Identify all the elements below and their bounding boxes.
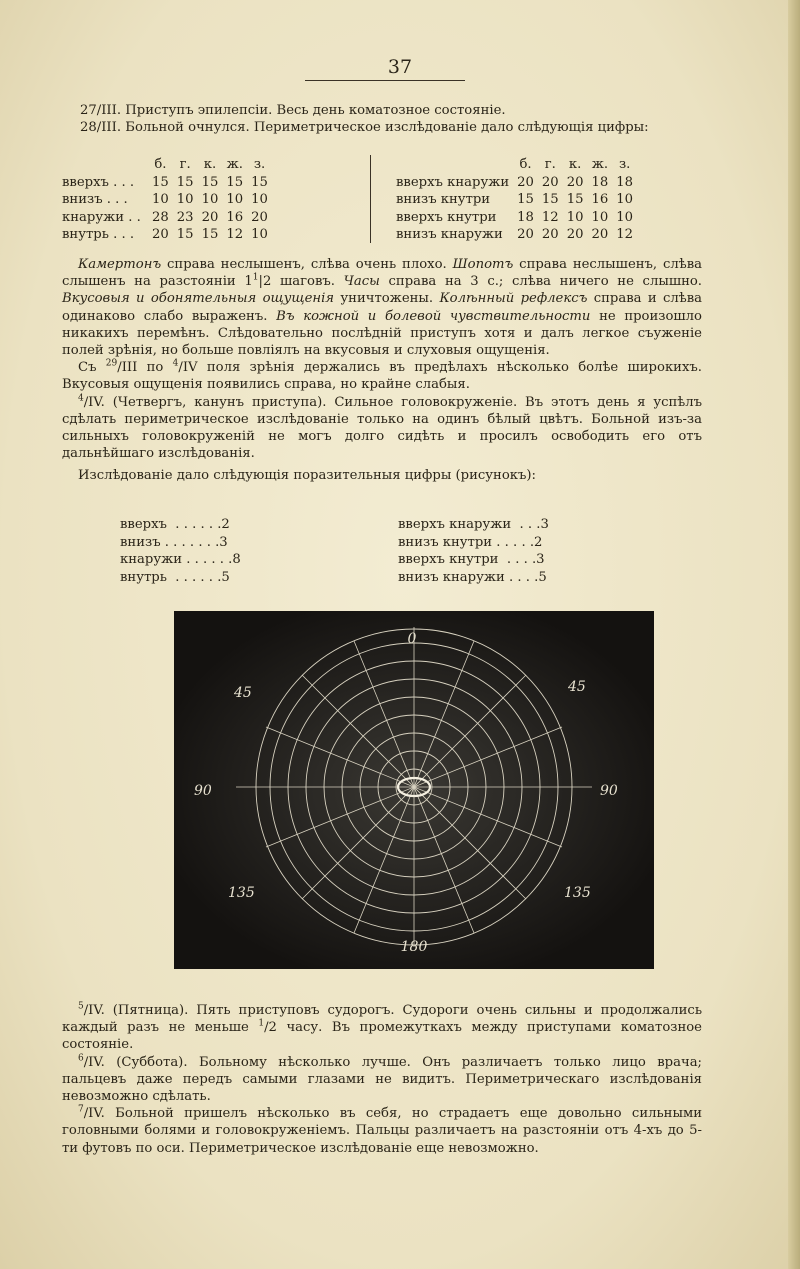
- table-cell: 10: [616, 209, 634, 225]
- table-cell: 10: [152, 192, 169, 207]
- column-header: к.: [568, 157, 582, 172]
- table-cell: 16: [226, 209, 244, 225]
- table-cell: 28: [152, 209, 169, 225]
- list-label: вверхъ кнутри . . . .: [398, 552, 537, 567]
- entry-date: 27/III.: [80, 103, 122, 118]
- text-run: справа на 3 с.; слѣва ничего не слышно.: [379, 274, 702, 290]
- row-label: внизъ кнутри: [396, 192, 491, 207]
- column-header: б.: [154, 157, 167, 172]
- text-run: /IV. (Пятница). Пять приступовъ судорогъ. Судороги очень сильны и продолжались каждый разъ не меньше: [62, 1003, 702, 1036]
- table-cell: 18: [517, 209, 534, 225]
- table-cell: 10: [226, 192, 244, 207]
- paragraph: [62, 359, 702, 393]
- column-header: з.: [618, 157, 631, 172]
- field-list-right: [398, 516, 549, 586]
- italic-term: Шопотъ: [452, 257, 514, 272]
- table-cell: 20: [566, 174, 584, 190]
- entry-text: Больной очнулся. Периметрическое изслѣдованіе дало слѣдующія цифры:: [125, 120, 649, 136]
- table-row: [62, 226, 272, 244]
- text-run: справа неслышенъ, слѣва очень плохо.: [161, 257, 453, 272]
- text-run: не произошло никакихъ перемѣнъ. Слѣдовательно послѣдній приступъ хотя и далъ легкое съуженіе полей зрѣнія, но больше повліялъ на вкусовыя и слуховыя ощущенія.: [62, 308, 702, 359]
- table-cell: 18: [616, 174, 634, 190]
- column-header: б.: [519, 157, 532, 172]
- table-cell: 20: [517, 174, 534, 190]
- list-label: вверхъ . . . . . .: [120, 517, 222, 532]
- body-text-1: [62, 256, 702, 485]
- visual-field-table-right: [396, 156, 637, 244]
- list-label: внизъ . . . . . . .: [120, 534, 220, 550]
- table-cell: 15: [517, 192, 534, 207]
- column-header: ж.: [226, 157, 243, 172]
- table-cell: 15: [251, 174, 268, 190]
- superscript: 29: [105, 358, 118, 369]
- visual-field-table-left: [62, 156, 272, 244]
- table-cell: 20: [566, 227, 584, 242]
- page-edge: [788, 0, 800, 1269]
- list-value: 3: [536, 552, 545, 567]
- list-item: [120, 569, 241, 587]
- italic-term: Въ кожной и болевой чувствительности: [276, 308, 591, 324]
- text-run: уничтожены.: [334, 291, 440, 307]
- paragraph: [62, 1105, 702, 1157]
- table-cell: 12: [616, 227, 634, 242]
- body-text-2: [62, 1002, 702, 1157]
- text-run: /IV поля зрѣнія держались въ предѣлахъ нѣсколько болѣе широкихъ. Вкусовыя ощущенія появились справа, но крайне слабыя.: [62, 360, 702, 393]
- paragraph: [62, 256, 702, 359]
- column-header: ж.: [591, 157, 609, 172]
- label-45-right: 45: [568, 679, 586, 695]
- superscript: 1: [258, 1018, 265, 1029]
- table-cell: 18: [591, 174, 609, 190]
- table-cell: 20: [201, 209, 219, 225]
- row-label: вверхъ кнаружи: [396, 174, 510, 190]
- table-cell: 10: [201, 192, 219, 207]
- perimetry-chart: [174, 611, 654, 969]
- row-label: внутрь . . .: [62, 227, 135, 242]
- table-cell: 20: [541, 174, 559, 190]
- table-cell: 10: [616, 192, 634, 207]
- label-135-left: 135: [228, 885, 255, 901]
- column-header: к.: [203, 157, 217, 172]
- table-divider: [370, 155, 371, 243]
- table-cell: 20: [591, 227, 609, 242]
- perimetry-chart-figure: [174, 611, 654, 969]
- list-value: 3: [219, 534, 228, 550]
- entry-date: 28/III.: [80, 120, 122, 136]
- paragraph: [62, 467, 702, 484]
- label-135-right: 135: [564, 885, 591, 901]
- list-label: внизъ кнаружи . . . .: [398, 569, 539, 585]
- list-label: вверхъ кнаружи . . .: [398, 517, 541, 532]
- list-item: [398, 551, 549, 569]
- table-cell: 10: [566, 209, 584, 225]
- list-item: [120, 534, 241, 552]
- text-run: /2 часу. Въ промежуткахъ между приступами коматозное состояніе.: [62, 1020, 702, 1053]
- text-run: Изслѣдованіе дало слѣдующія поразительныя цифры (рисунокъ):: [78, 468, 536, 484]
- field-list-left: [120, 516, 241, 586]
- superscript: 4: [172, 358, 179, 369]
- table-cell: 23: [176, 209, 194, 225]
- list-value: 3: [540, 517, 549, 532]
- table-row: [396, 191, 637, 209]
- italic-term: Камертонъ: [78, 257, 162, 272]
- table-cell: 15: [176, 174, 194, 190]
- table-corner: [396, 156, 513, 174]
- text-run: |2 шаговъ.: [258, 274, 344, 290]
- text-run: справа неслышенъ, слѣва слышенъ на разстояніи 1: [62, 257, 702, 290]
- superscript: 5: [78, 1001, 84, 1012]
- row-label: внизъ . . .: [62, 192, 128, 207]
- paragraph: [62, 1002, 702, 1054]
- column-header: г.: [179, 157, 191, 172]
- table-row: [62, 209, 272, 227]
- entry-text: Приступъ эпилепсіи. Весь день коматозное состояніе.: [125, 103, 506, 118]
- superscript: 6: [78, 1053, 84, 1064]
- table-cell: 10: [591, 209, 609, 225]
- table-cell: 15: [176, 227, 194, 242]
- row-label: внизъ кнаружи: [396, 227, 503, 242]
- table-cell: 20: [541, 227, 559, 242]
- list-value: 5: [538, 569, 547, 585]
- list-label: кнаружи . . . . . .: [120, 552, 233, 567]
- column-header: г.: [544, 157, 556, 172]
- list-value: 2: [221, 517, 230, 532]
- list-item: [398, 516, 549, 534]
- row-label: кнаружи . .: [62, 209, 141, 225]
- paragraph: [62, 394, 702, 463]
- table-cell: 15: [226, 174, 244, 190]
- list-item: [398, 569, 549, 587]
- paragraph: [62, 1054, 702, 1106]
- table-cell: 15: [201, 174, 219, 190]
- list-value: 5: [221, 569, 230, 585]
- label-180: 180: [400, 939, 428, 955]
- table-row: [396, 226, 637, 244]
- table-cell: 16: [591, 192, 609, 207]
- italic-term: Часы: [343, 274, 380, 290]
- table-cell: 12: [226, 227, 244, 242]
- table-cell: 20: [152, 227, 169, 242]
- table-cell: 20: [517, 227, 534, 242]
- list-item: [398, 534, 549, 552]
- table-corner: [62, 156, 148, 174]
- list-label: внутрь . . . . . .: [120, 569, 222, 585]
- table-cell: 10: [251, 192, 268, 207]
- row-label: вверхъ . . .: [62, 174, 135, 190]
- text-run: /IV. Больной пришелъ нѣсколько въ себя, но страдаетъ еще довольно сильными головными болями и головокруженіемъ. Пальцы различаетъ на разстояніи отъ 4-хъ до 5-ти футовъ по оси. Периметрическое изслѣдованіе еще невозможно.: [62, 1106, 702, 1156]
- table-cell: 10: [251, 227, 268, 242]
- table-cell: 15: [152, 174, 169, 190]
- label-90-left: 90: [194, 783, 212, 799]
- table-cell: 15: [541, 192, 559, 207]
- text-run: /IV. (Четвергъ, канунъ приступа). Сильное головокруженіе. Въ этотъ день я успѣлъ сдѣлать периметрическое изслѣдованіе только на одинъ бѣлый цвѣтъ. Больной изъ-за сильныхъ головокруженій не могъ долго сидѣть и просилъ освободить его отъ дальнѣйшаго изслѣдованія.: [62, 394, 702, 462]
- italic-term: Колѣнный рефлексъ: [439, 291, 588, 307]
- italic-term: Вкусовыя и обонятельныя ощущенія: [62, 291, 335, 307]
- column-header: з.: [253, 157, 266, 172]
- table-row: [62, 174, 272, 192]
- list-item: [120, 516, 241, 534]
- row-label: вверхъ кнутри: [396, 209, 497, 225]
- text-run: справа и слѣва одинаково слабо выраженъ.: [62, 291, 702, 324]
- table-row: [62, 191, 272, 209]
- label-45-left: 45: [234, 685, 252, 701]
- label-90-right: 90: [600, 783, 618, 799]
- table-cell: 12: [541, 209, 559, 225]
- list-item: [120, 551, 241, 569]
- list-label: внизъ кнутри . . . . .: [398, 534, 535, 550]
- list-value: 2: [534, 534, 543, 550]
- list-value: 8: [232, 552, 241, 567]
- table-row: [396, 209, 637, 227]
- table-cell: 10: [176, 192, 194, 207]
- superscript: 7: [78, 1104, 84, 1115]
- table-cell: 20: [251, 209, 268, 225]
- table-row: [396, 174, 637, 192]
- label-0: 0: [407, 631, 417, 647]
- text-run: /III по: [117, 360, 173, 376]
- header-rule: [305, 80, 465, 81]
- table-cell: 15: [201, 227, 219, 242]
- text-run: Съ: [78, 360, 106, 376]
- superscript: 1: [252, 272, 259, 283]
- superscript: 4: [78, 393, 84, 404]
- table-cell: 15: [566, 192, 584, 207]
- text-run: /IV. (Суббота). Больному нѣсколько лучше. Онъ различаетъ только лицо врача; пальцевъ даже передъ самыми глазами не видитъ. Периметрическаго изслѣдованія невозможно сдѣлать.: [62, 1054, 702, 1105]
- page-number: 37: [387, 56, 413, 78]
- entry-27-iii: [62, 102, 702, 136]
